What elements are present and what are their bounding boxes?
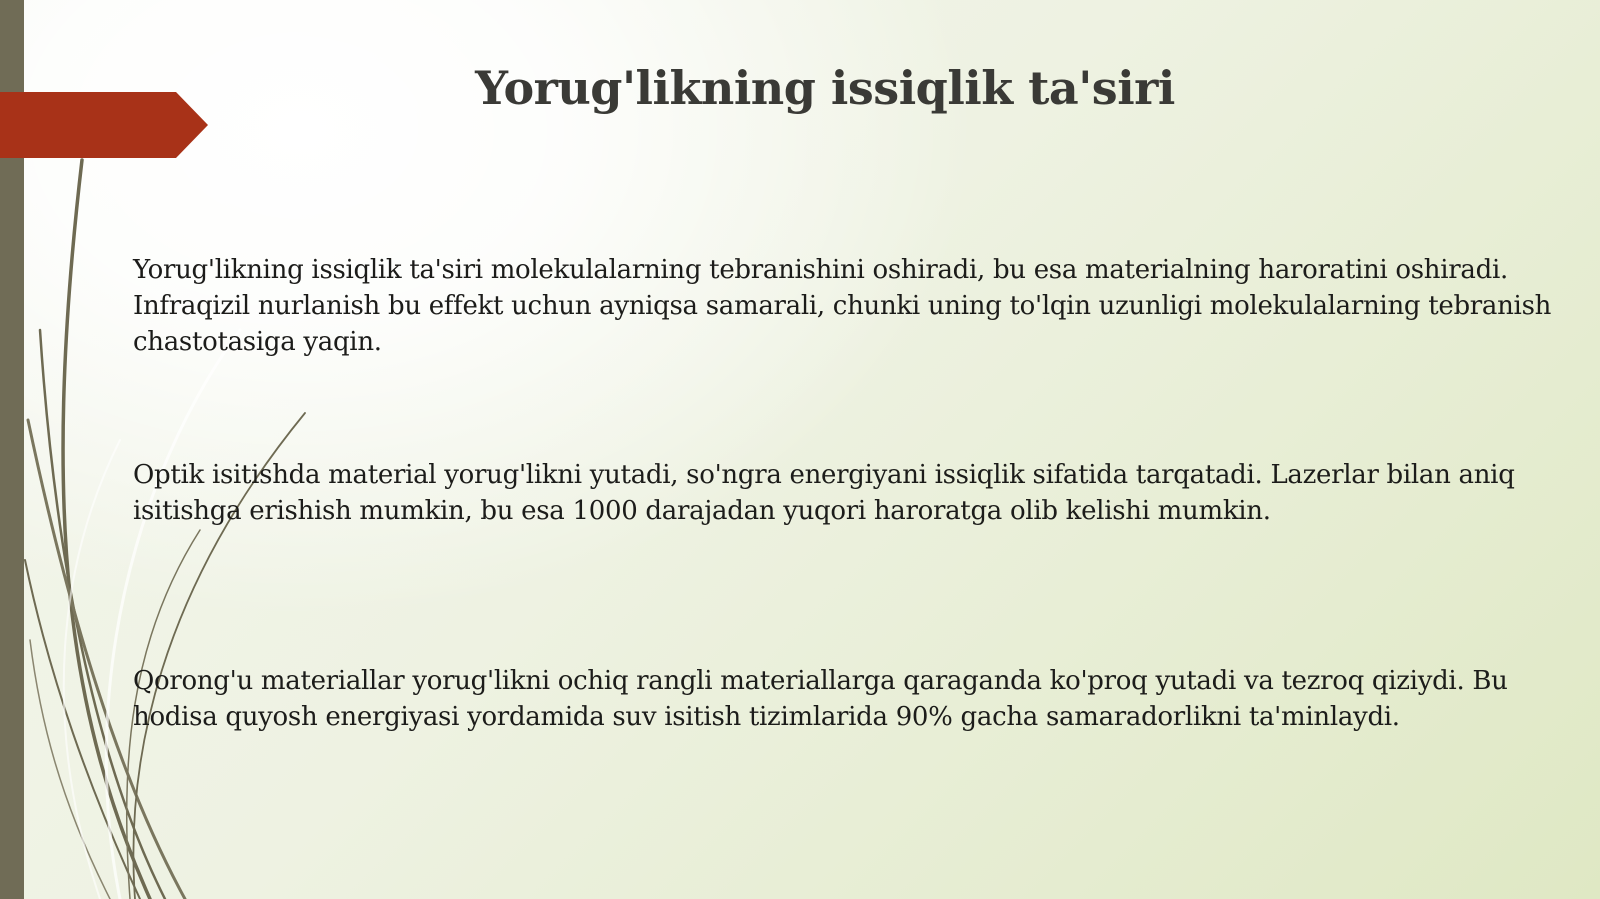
body-paragraph: Qorong'u materiallar yorug'likni ochiq rangli materiallarga qaraganda ko'proq yutadi va tezroq qiziydi. Bu hodisa quyosh energiyasi yordamida suv isitish tizimlarida 90% gacha samaradorlikni ta'minlaydi. (133, 666, 1508, 732)
body-paragraph: Optik isitishda material yorug'likni yutadi, so'ngra energiyani issiqlik sifatida tarqatadi. Lazerlar bilan aniq isitishga erishish mumkin, bu esa 1000 darajadan yuqori haroratga olib kelishi mumkin. (133, 460, 1515, 526)
slide-title: Yorug'likning issiqlik ta'siri (475, 61, 1175, 115)
body-paragraph: Yorug'likning issiqlik ta'siri molekulalarning tebranishini oshiradi, bu esa materialning haroratini oshiradi. Infraqizil nurlanish bu effekt uchun ayniqsa samarali, chunki uning to'lqin uzunligi molekulalarning tebranish chastotasiga yaqin. (133, 255, 1552, 357)
accent-arrow-tab (0, 92, 210, 158)
grass-stem (25, 560, 140, 899)
